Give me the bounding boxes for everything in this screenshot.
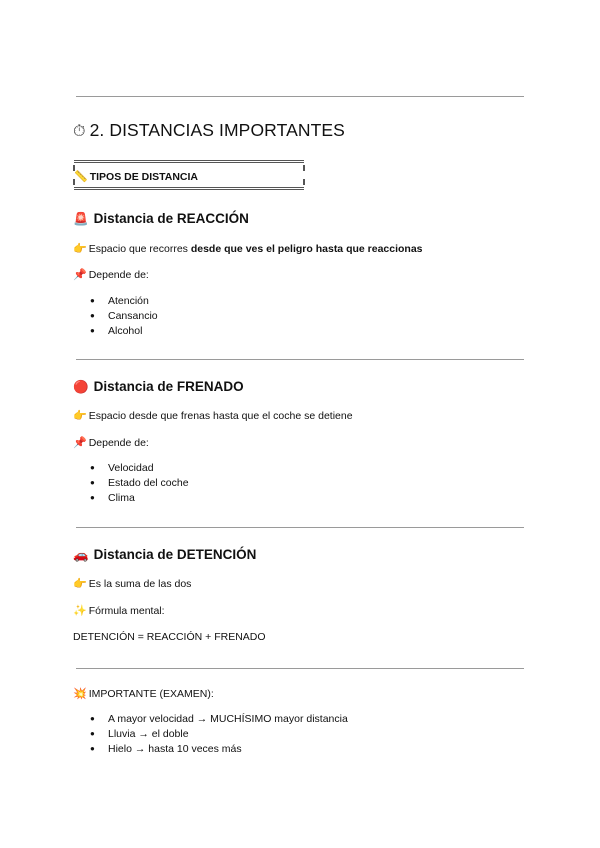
badge-label: TIPOS DE DISTANCIA: [89, 171, 199, 183]
top-divider: [76, 96, 524, 97]
formula: DETENCIÓN = REACCIÓN + FRENADO: [73, 631, 266, 643]
list-item: ● Clima: [90, 491, 189, 506]
list-item: ● Lluvia → el doble: [90, 727, 348, 742]
stopping-description: [73, 577, 191, 590]
list-item: ● Hielo → hasta 10 veces más: [90, 742, 348, 757]
list-item: ● Velocidad: [90, 461, 189, 476]
reaction-desc-bold: desde que ves el peligro hasta que reaccionas: [190, 243, 423, 255]
pointing-hand-icon: 👉: [73, 242, 87, 255]
divider: [76, 527, 524, 528]
collision-icon: 💥: [73, 687, 87, 700]
braking-title: Distancia de FRENADO: [93, 379, 244, 394]
reaction-heading: [73, 211, 249, 227]
important-label-line: [73, 687, 214, 700]
divider: [76, 359, 524, 360]
pointing-hand-icon: 👉: [73, 577, 87, 590]
section-title-text: 2. DISTANCIAS IMPORTANTES: [89, 120, 345, 140]
siren-icon: 🚨: [73, 211, 89, 226]
depends-label: Depende de:: [88, 269, 149, 281]
reaction-description: [73, 242, 423, 255]
formula-label-line: [73, 604, 165, 617]
important-label: IMPORTANTE (EXAMEN):: [88, 688, 214, 700]
list-item: ● Cansancio: [90, 309, 158, 324]
reaction-factors-list: [90, 294, 158, 338]
stopping-title: Distancia de DETENCIÓN: [93, 547, 257, 562]
distance-types-badge: [74, 160, 304, 190]
reaction-desc-plain: Espacio que recorres: [88, 243, 191, 255]
braking-heading: [73, 379, 244, 395]
stopwatch-icon: ⏱: [73, 121, 86, 140]
red-circle-icon: 🔴: [73, 379, 89, 394]
list-item: ● Alcohol: [90, 324, 158, 339]
pushpin-icon: 📌: [73, 268, 87, 281]
stopping-desc: Es la suma de las dos: [88, 578, 192, 590]
ruler-icon: 📏: [74, 170, 88, 183]
stopping-heading: [73, 547, 256, 563]
formula-label: Fórmula mental:: [88, 605, 165, 617]
important-list: [90, 712, 348, 756]
pushpin-icon: 📌: [73, 436, 87, 449]
reaction-depends: [73, 268, 149, 281]
list-item: ● Atención: [90, 294, 158, 309]
braking-factors-list: [90, 461, 189, 505]
braking-depends: [73, 436, 149, 449]
pointing-hand-icon: 👉: [73, 409, 87, 422]
list-item: ● A mayor velocidad → MUCHÍSIMO mayor distancia: [90, 712, 348, 727]
depends-label: Depende de:: [88, 437, 149, 449]
braking-desc: Espacio desde que frenas hasta que el coche se detiene: [88, 410, 353, 422]
sparkles-icon: ✨: [73, 604, 87, 617]
list-item: ● Estado del coche: [90, 476, 189, 491]
car-icon: 🚗: [73, 547, 89, 562]
braking-description: [73, 409, 353, 422]
reaction-title: Distancia de REACCIÓN: [93, 211, 249, 226]
section-title: [73, 120, 345, 141]
divider: [76, 668, 524, 669]
